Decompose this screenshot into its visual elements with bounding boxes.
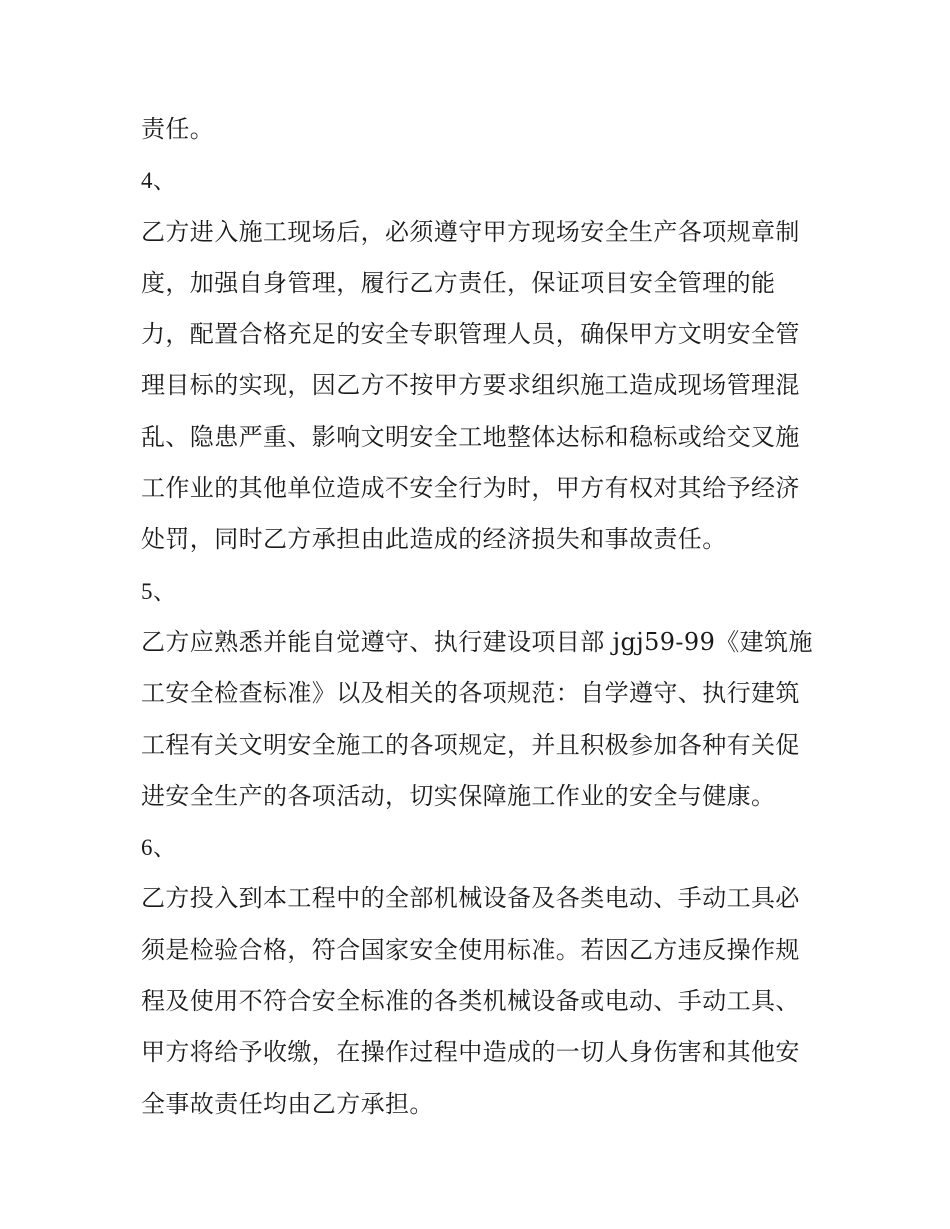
text-line-5: 力，配置合格充足的安全专职管理人员，确保甲方文明安全管 — [141, 320, 800, 349]
text-line-20: 全事故责任均由乙方承担。 — [141, 1089, 434, 1118]
document-page — [141, 104, 821, 1130]
text-line-19: 甲方将给予收缴，在操作过程中造成的一切人身伤害和其他安 — [141, 1038, 800, 1067]
text-line-12: 工安全检查标准》以及相关的各项规范：自学遵守、执行建筑 — [141, 679, 800, 708]
text-line-7: 乱、隐患严重、影响文明安全工地整体达标和稳标或给交叉施 — [141, 422, 800, 451]
section-number-6: 6、 — [141, 835, 177, 861]
text-line-1: 责任。 — [141, 115, 215, 143]
text-line-6: 理目标的实现，因乙方不按甲方要求组织施工造成现场管理混 — [141, 371, 800, 400]
text-line-18: 程及使用不符合安全标准的各类机械设备或电动、手动工具、 — [141, 987, 800, 1016]
text-line-14: 进安全生产的各项活动，切实保障施工作业的安全与健康。 — [141, 781, 776, 810]
text-line-16: 乙方投入到本工程中的全部机械设备及各类电动、手动工具必 — [141, 884, 800, 913]
text-line-9: 处罚，同时乙方承担由此造成的经济损失和事故责任。 — [141, 525, 727, 554]
text-line-4: 度，加强自身管理，履行乙方责任，保证项目安全管理的能 — [141, 268, 776, 297]
section-number-5: 5、 — [141, 578, 177, 604]
section-number-4: 4、 — [141, 168, 177, 194]
text-line-17: 须是检验合格，符合国家安全使用标准。若因乙方违反操作规 — [141, 935, 800, 964]
text-line-11: 乙方应熟悉并能自觉遵守、执行建设项目部 jgj59-99《建筑施 — [141, 627, 813, 656]
text-line-8: 工作业的其他单位造成不安全行为时，甲方有权对其给予经济 — [141, 474, 800, 503]
text-line-13: 工程有关文明安全施工的各项规定，并且积极参加各种有关促 — [141, 730, 800, 759]
text-line-3: 乙方进入施工现场后，必须遵守甲方现场安全生产各项规章制 — [141, 217, 800, 246]
